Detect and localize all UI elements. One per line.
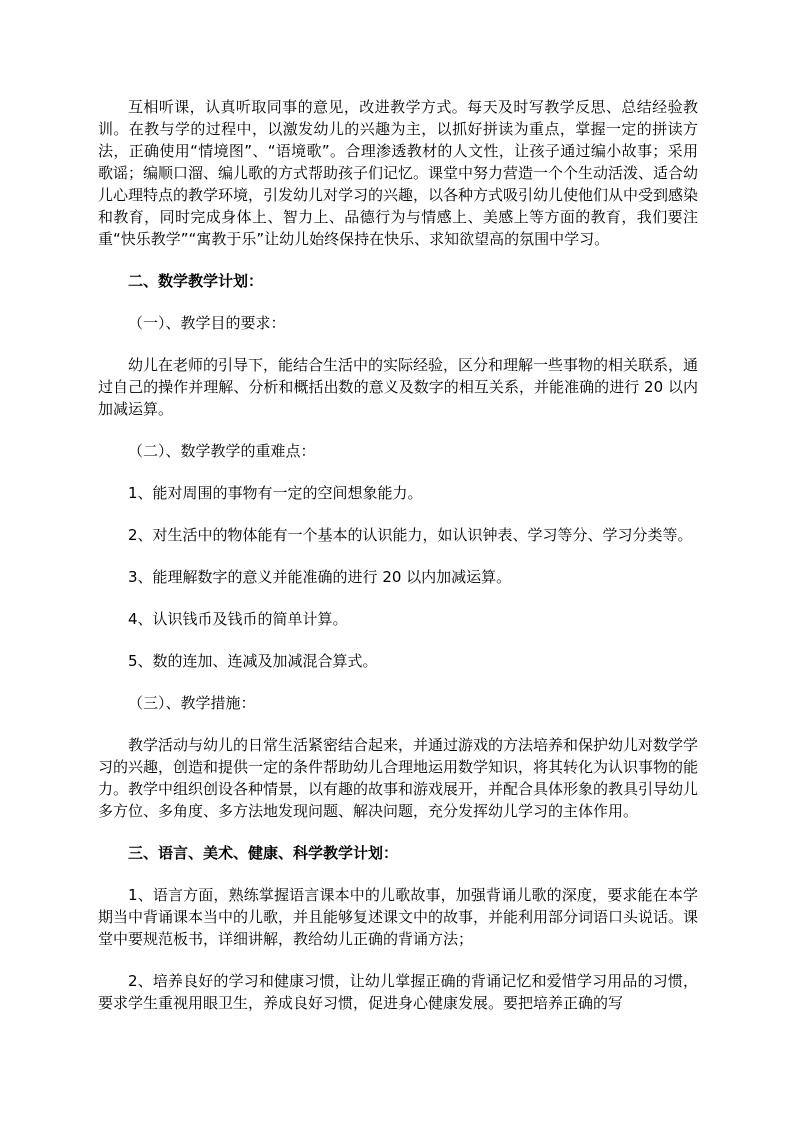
subheading-goals: （一）、教学目的要求： [128, 314, 286, 332]
list-item: 4、认识钱币及钱币的简单计算。 [128, 610, 348, 628]
document-body [98, 96, 698, 1014]
list-item: 2、对生活中的物体能有一个基本的认识能力，如认识钟表、学习等分、学习分类等。 [128, 526, 693, 544]
subheading-key-points: （二）、数学教学的重难点： [128, 442, 316, 460]
habits-paragraph: 2、培养良好的学习和健康习惯，让幼儿掌握正确的背诵记忆和爱惜学习用品的习惯，要求学生重视用眼卫生，养成良好习惯，促进身心健康发展。要把培养正确的写 [98, 972, 698, 1012]
subheading-measures: （三）、教学措施： [128, 694, 256, 712]
language-paragraph: 1、语言方面，熟练掌握语言课本中的儿歌故事，加强背诵儿歌的深度，要求能在本学期当中背诵课本当中的儿歌，并且能够复述课文中的故事，并能利用部分词语口头说话。课堂中要规范板书，详细讲解，教给幼儿正确的背诵方法； [98, 886, 699, 948]
measures-paragraph: 教学活动与幼儿的日常生活紧密结合起来，并通过游戏的方法培养和保护幼儿对数学学习的兴趣，创造和提供一定的条件帮助幼儿合理地运用数学知识，将其转化为认识事物的能力。教学中组织创设各种情景，以有趣的故事和游戏展开，并配合具体形象的教具引导幼儿多方位、多角度、多方法地发现问题、解决问题，充分发挥幼儿学习的主体作用。 [98, 736, 699, 820]
list-item: 1、能对周围的事物有一定的空间想象能力。 [128, 484, 423, 502]
section-heading-language: 三、语言、美术、健康、科学教学计划： [128, 844, 399, 862]
intro-paragraph: 互相听课，认真听取同事的意见，改进教学方式。每天及时写教学反思、总结经验教训。在教与学的过程中，以激发幼儿的兴趣为主，以抓好拼读为重点，掌握一定的拼读方法，正确使用“情境图”、“语境歌”。合理渗透教材的人文性，让孩子通过编小故事；采用歌谣；编顺口溜、编儿歌的方式帮助孩子们记忆。课堂中努力营造一个个生动活泼、适合幼儿心理特点的教学环境，引发幼儿对学习的兴趣，以各种方式吸引幼儿使他们从中受到感染和教育，同时完成身体上、智力上、品德行为与情感上、美感上等方面的教育，我们要注重“快乐教学”“寓教于乐”让幼儿始终保持在快乐、求知欲望高的氛围中学习。 [98, 98, 699, 248]
list-item: 3、能理解数字的意义并能准确的进行 20 以内加减运算。 [128, 568, 512, 586]
section-heading-math: 二、数学教学计划： [128, 272, 264, 290]
goals-paragraph: 幼儿在老师的引导下，能结合生活中的实际经验，区分和理解一些事物的相关联系，通过自己的操作并理解、分析和概括出数的意义及数字的相互关系，并能准确的进行 20 以内加减运算。 [98, 356, 699, 418]
list-item: 5、数的连加、连减及加减混合算式。 [128, 652, 378, 670]
